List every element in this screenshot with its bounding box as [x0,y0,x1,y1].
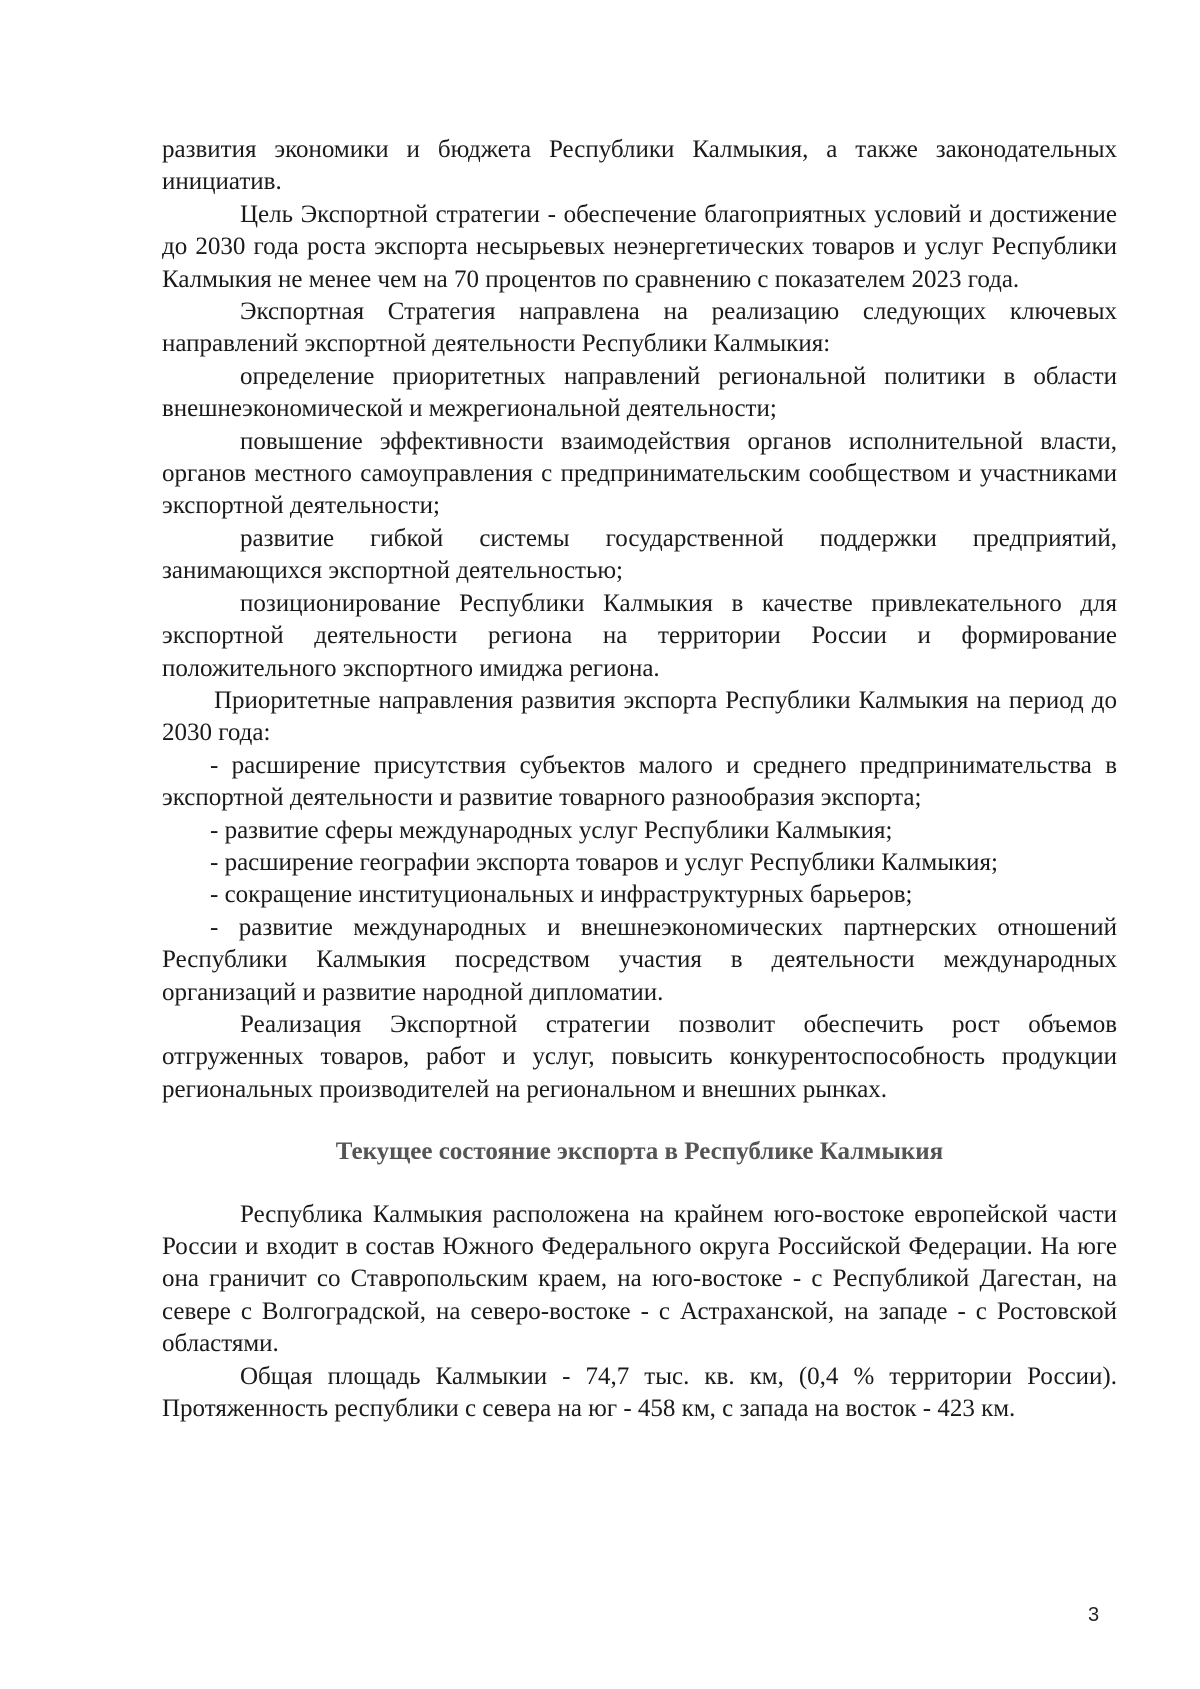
paragraph: Республика Калмыкия расположена на крайнем юго-востоке европейской части России и входит в состав Южного Федерального округа Российской Федерации. На юге она граничит со Ставропольским краем, на юго-востоке - с Республикой Дагестан, на севере с Волгоградской, на северо-востоке - с Астраханской, на западе - с Ростовской областями. [162,1200,1117,1358]
list-item: - развитие международных и внешнеэкономических партнерских отношений Республики Калмыкия посредством участия в деятельности международных организаций и развитие народной дипломатии. [162,913,1117,1006]
list-item: - развитие сферы международных услуг Республики Калмыкия; [210,816,893,844]
page-content [162,134,1117,1425]
paragraph: Экспортная Стратегия направлена на реализацию следующих ключевых направлений экспортной деятельности Республики Калмыкия: [162,298,1117,358]
paragraph: Реализация Экспортной стратегии позволит обеспечить рост объемов отгруженных товаров, работ и услуг, повысить конкурентоспособность продукции региональных производителей на региональном и внешних рынках. [162,1010,1117,1103]
paragraph: Общая площадь Калмыкии - 74,7 тыс. кв. км, (0,4 % территории России). Протяженность республики с севера на юг - 458 км, с запада на восток - 423 км. [162,1362,1117,1423]
list-item: повышение эффективности взаимодействия органов исполнительной власти, органов местного самоуправления с предпринимательским сообществом и участниками экспортной деятельности; [162,427,1117,520]
paragraph: Приоритетные направления развития экспорта Республики Калмыкия на период до 2030 года: [162,686,1117,747]
page-number: 3 [1088,1604,1100,1626]
list-item: - расширение присутствия субъектов малого и среднего предпринимательства в экспортной деятельности и развитие товарного разнообразия экспорта; [162,751,1117,812]
paragraph: Цель Экспортной стратегии - обеспечение благоприятных условий и достижение до 2030 года роста экспорта несырьевых неэнергетических товаров и услуг Республики Калмыкия не менее чем на 70 процентов по сравнению с показателем 2023 года. [162,200,1117,293]
section-heading: Текущее состояние экспорта в Республике Калмыкия [335,1138,944,1166]
paragraph: развития экономики и бюджета Республики Калмыкия, а также законодательных инициатив. [162,136,1117,196]
list-item: развитие гибкой системы государственной поддержки предприятий, занимающихся экспортной деятельностью; [162,524,1117,585]
list-item: позиционирование Республики Калмыкия в качестве привлекательного для экспортной деятельности региона на территории России и формирование положительного экспортного имиджа региона. [162,589,1117,682]
list-item: - сокращение институциональных и инфраструктурных барьеров; [210,881,913,909]
list-item: определение приоритетных направлений региональной политики в области внешнеэкономической и межрегиональной деятельности; [162,362,1117,423]
list-item: - расширение географии экспорта товаров и услуг Республики Калмыкия; [210,848,998,876]
